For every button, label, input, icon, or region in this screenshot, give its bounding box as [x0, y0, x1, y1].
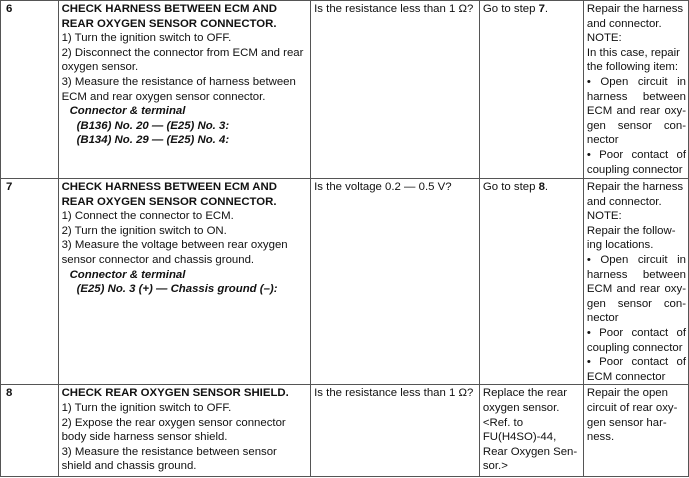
no-action — [583, 179, 688, 385]
no-action — [583, 1, 688, 179]
no-line: • Open circuit in harness between ECM and rear oxy-gen sensor con-nector — [586, 75, 686, 147]
step-cell — [58, 1, 311, 179]
yes-prefix: Go to step — [482, 181, 539, 193]
yes-suffix: . — [544, 181, 549, 193]
yes-step-link[interactable]: 8 — [538, 181, 545, 193]
yes-prefix: Go to step — [482, 3, 539, 15]
instruction-line: 2) Disconnect the connector from ECM and rear oxygen sensor. — [61, 46, 304, 74]
connector-terminal: (B134) No. 29 — (E25) No. 4: — [76, 134, 230, 147]
table-row — [1, 179, 689, 385]
connector-terminal: (E25) No. 3 (+) — Chassis ground (–): — [76, 283, 278, 296]
instruction-line: 3) Measure the resistance of harness between ECM and rear oxygen sensor connector. — [61, 75, 296, 103]
step-cell — [58, 385, 311, 477]
step-title: CHECK HARNESS BETWEEN ECM AND REAR OXYGEN SENSOR CONNECTOR. — [61, 181, 277, 208]
step-title: CHECK HARNESS BETWEEN ECM AND REAR OXYGEN SENSOR CONNECTOR. — [61, 3, 277, 30]
table-row — [1, 1, 689, 179]
no-line: • Poor contact of coupling connector — [586, 148, 686, 176]
instruction-line: 3) Measure the resistance between sensor shield and chassis ground. — [61, 445, 277, 473]
step-title: CHECK REAR OXYGEN SENSOR SHIELD. — [61, 387, 289, 400]
yes-step-link[interactable]: 7 — [538, 3, 545, 15]
connector-heading: Connector & terminal — [69, 105, 186, 118]
step-number: 7 — [1, 179, 59, 385]
connector-heading: Connector & terminal — [69, 268, 186, 281]
step-number: 8 — [1, 385, 59, 477]
instruction-line: 2) Expose the rear oxygen sensor connector body side harness sensor shield. — [61, 416, 286, 444]
note-label: NOTE: — [586, 32, 622, 45]
instruction-line: 1) Connect the connector to ECM. — [61, 210, 234, 223]
yes-suffix: . — [544, 3, 549, 15]
instruction-line: 2) Turn the ignition switch to ON. — [61, 224, 227, 237]
instruction-line: 3) Measure the voltage between rear oxygen sensor connector and chassis ground. — [61, 239, 288, 266]
no-line: • Open circuit in harness between ECM and rear oxy-gen sensor con-nector — [586, 253, 686, 325]
no-action — [583, 385, 688, 477]
instruction-line: 1) Turn the ignition switch to OFF. — [61, 401, 232, 414]
no-line: Repair the harness and connector. — [586, 3, 684, 30]
yes-action: Replace the rear oxygen sensor. <Ref. to FU(H4SO)-44, Rear Oxygen Sen-sor.> — [479, 385, 583, 477]
no-line: Repair the harness and connector. — [586, 181, 684, 208]
connector-terminal: (B136) No. 20 — (E25) No. 3: — [76, 119, 230, 132]
instruction-line: 1) Turn the ignition switch to OFF. — [61, 32, 232, 45]
table-row — [1, 385, 689, 477]
no-line: In this case, repair the following item: — [586, 46, 680, 74]
step-number: 6 — [1, 1, 59, 179]
note-label: NOTE: — [586, 210, 622, 223]
no-line: Repair the follow-ing locations. — [586, 224, 676, 252]
check-question: Is the resistance less than 1 Ω? — [311, 1, 480, 179]
yes-action — [479, 179, 583, 385]
check-question: Is the resistance less than 1 Ω? — [311, 385, 480, 477]
step-cell — [58, 179, 311, 385]
no-line: • Poor contact of coupling connector — [586, 326, 686, 354]
check-question: Is the voltage 0.2 — 0.5 V? — [311, 179, 480, 385]
yes-action — [479, 1, 583, 179]
no-line: • Poor contact of ECM connector — [586, 356, 686, 383]
no-line: Repair the open circuit of rear oxy-gen sensor har-ness. — [586, 387, 678, 444]
